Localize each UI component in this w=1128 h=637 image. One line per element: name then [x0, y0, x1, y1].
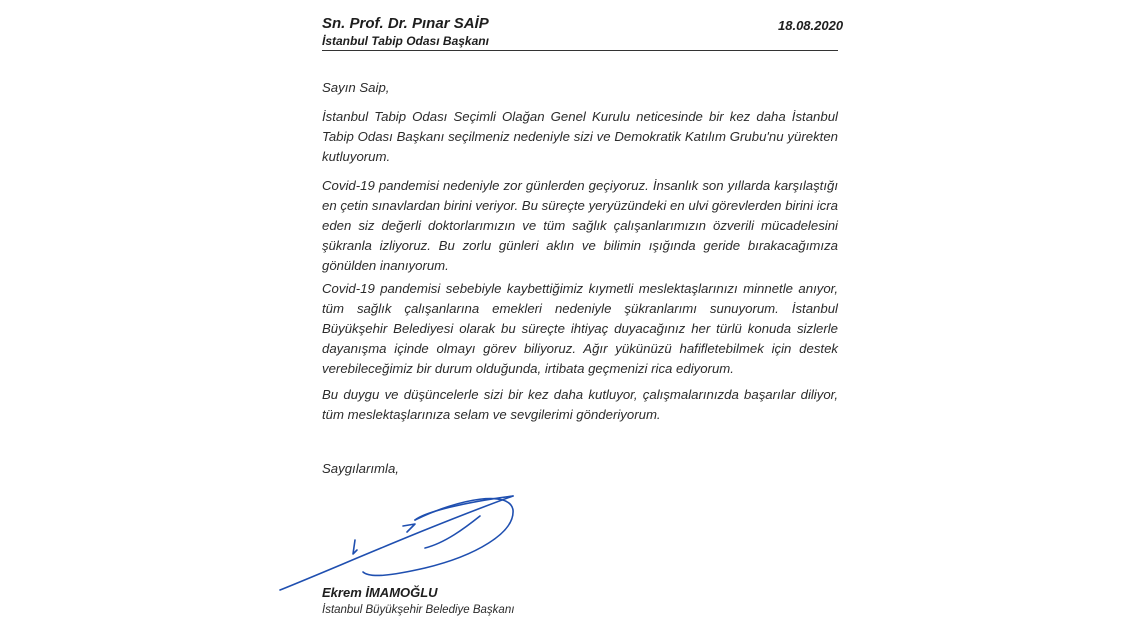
header-divider — [322, 50, 838, 51]
letter-date: 18.08.2020 — [778, 18, 844, 33]
signatory-title: İstanbul Büyükşehir Belediye Başkanı — [322, 604, 515, 616]
closing: Saygılarımla, — [322, 461, 399, 476]
salutation: Sayın Saip, — [322, 80, 390, 95]
signatory-name: Ekrem İMAMOĞLU — [322, 585, 438, 600]
paragraph-3: Covid-19 pandemisi sebebiyle kaybettiğimiz kıymetli meslektaşlarınızı minnetle anıyor, tüm sağlık çalışanlarına emekleri nedeniyle şükranlarımı sunuyorum. İstanbul Büyükşehir Belediyesi olarak bu süreçte ihtiyaç duyacağınız her türlü konuda sizlerle dayanışma içinde olmayı görev biliyoruz. Ağır yükünüzü hafifletebilmek için destek verebileceğimiz bir durum olduğunda, irtibata geçmenizi rica ediyorum. — [322, 281, 838, 376]
recipient-title: İstanbul Tabip Odası Başkanı — [322, 34, 489, 48]
recipient-name: Sn. Prof. Dr. Pınar SAİP — [322, 15, 489, 32]
signature — [275, 488, 525, 598]
paragraph-4: Bu duygu ve düşüncelerle sizi bir kez daha kutluyor, çalışmalarınızda başarılar diliyor, tüm meslektaşlarınıza selam ve sevgilerimi gönderiyorum. — [322, 387, 838, 422]
paragraph-2: Covid-19 pandemisi nedeniyle zor günlerden geçiyoruz. İnsanlık son yıllarda karşılaştığı en çetin sınavlardan birini veriyor. Bu süreçte yeryüzündeki en ulvi görevlerden birini icra eden siz değerli doktorlarımızın ve tüm sağlık çalışanlarımızın özverili mücadelesini şükranla izliyoruz. Bu zorlu günleri aklın ve bilimin ışığında geride bırakacağımıza gönülden inanıyorum. — [322, 178, 838, 273]
paragraph-1: İstanbul Tabip Odası Seçimli Olağan Genel Kurulu neticesinde bir kez daha İstanbul Tabip Odası Başkanı seçilmeniz nedeniyle sizi ve Demokratik Katılım Grubu'nu yürekten kutluyorum. — [322, 109, 838, 164]
